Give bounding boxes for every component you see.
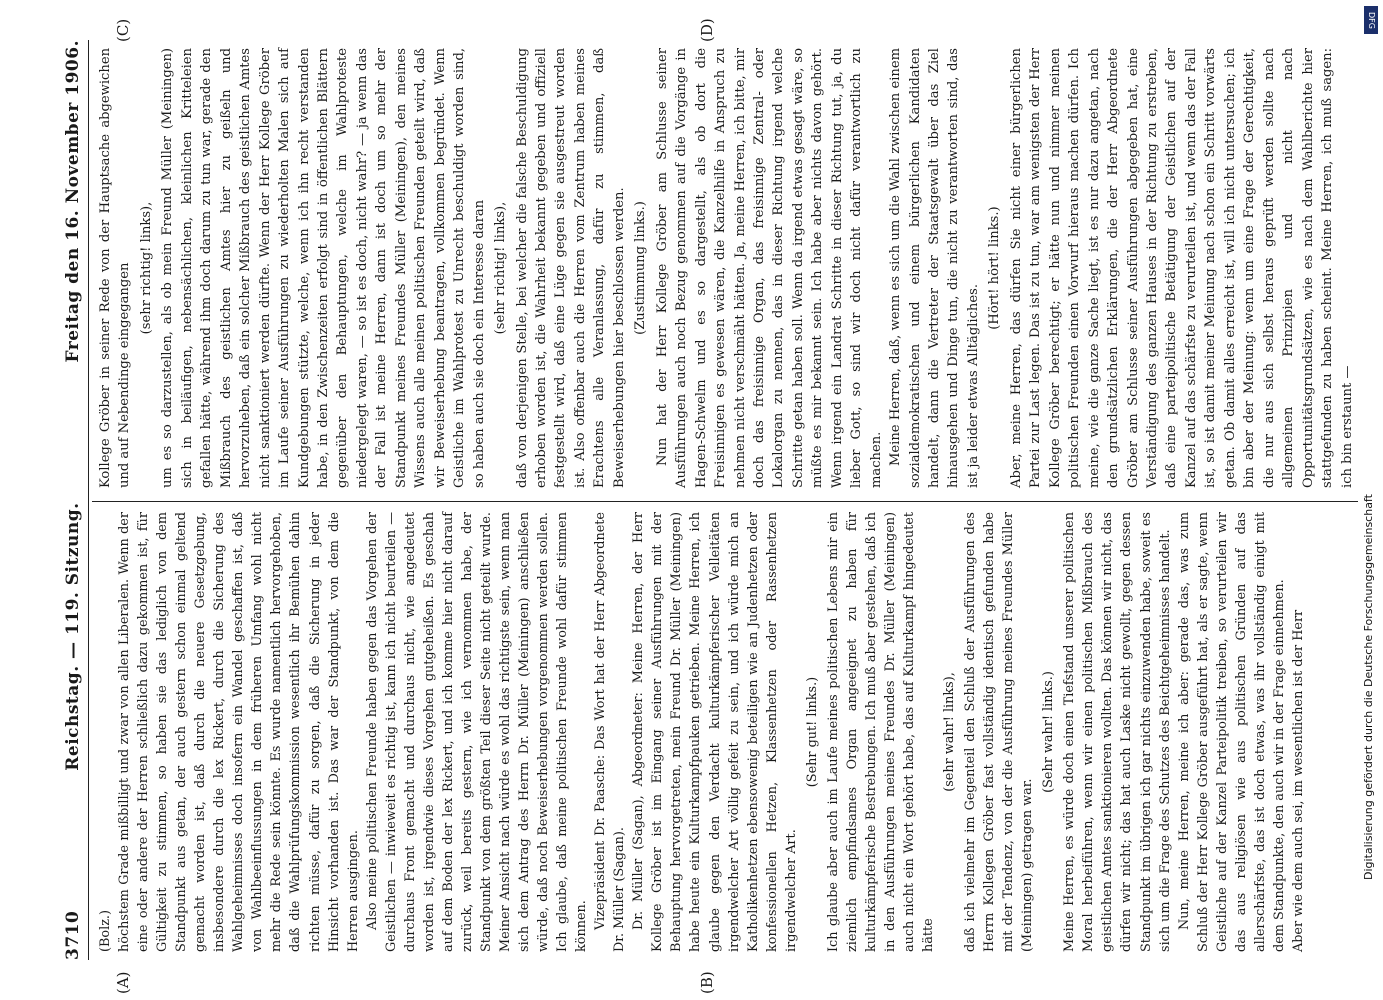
- paragraph: Meine Herren, es würde doch einen Tiefstand unserer politischen Moral herbeiführen, wenn wir einen politischen Mißbrauch des geistlichen Amtes sanktionieren wollten. Das können wir nicht, das dürfen wir nicht; das hat auch Laske nicht gewollt, gegen dessen Standpunkt im übrigen ich gar nichts einzuwenden habe, soweit es sich um die Frage des Schutzes des Beichtgeheimnisses handelt.: [1062, 512, 1173, 952]
- paragraph: (sehr richtig! links),: [138, 201, 154, 335]
- paragraph: Vizepräsident Dr. Paasche: Das Wort hat der Herr Abgeordnete Dr. Müller (Sagan).: [593, 512, 628, 952]
- paragraph: daß ich vielmehr im Gegenteil den Schluß der Ausführungen des Herrn Kollegen Gröber fast vollständig identisch gefunden habe mit der Tendenz, von der die Ausführung meines Freundes Müller (Meiningen) getragen war.: [963, 512, 1036, 952]
- paragraph: Nun, meine Herren, meine ich aber: gerade das, was zum Schluß der Herr Kollege Gröber ausgeführt hat, als er sagte, wenn Geistliche auf der Kanzel Parteipolitik treiben, so verurteilen wir das aus religiösen wie aus politischen Gründen auf das allerschärfste, das ist doch etwas, was ihr vollständig einigt mit dem Standpunkte, den auch wir in der Frage einnehmen.: [1176, 512, 1287, 952]
- right-column: [96, 48, 1357, 488]
- session-title: Reichstag. — 119. Sitzung.: [63, 502, 83, 771]
- paragraph: Aber, meine Herren, das dürfen Sie nicht einer bürgerlichen Partei zur Last legen. Das ist zu tun, war am wenigsten der Herr Kollege Gröber berechtigt; er hätte nun und nimmer meinen politischen Freunden einen Vorwurf hieraus machen dürfen. Ich meine, wie die ganze Sache liegt, ist es nur dazu angetan, nach den grundsätzlichen Erklärungen, die der Herr Abgeordnete Gröber am Schlusse seiner Ausführungen abgegeben hat, eine Verständigung des ganzen Hauses in der Richtung zu erstreben, daß eine parteipolitische Betätigung der Geistlichen auf der Kanzel auf das schärfste zu verurteilen ist, und wenn das der Fall ist, so ist damit meiner Meinung nach schon ein Schritt vorwärts getan. Ob damit alles erreicht ist, will ich nicht untersuchen; ich bin aber der Meinung: wenn um eine Frage der Gerechtigkeit, die nur aus sich selbst heraus geprüft werden sollte nach allgemeinen Prinzipien und nicht nach Opportunitätsgrundsätzen, wie es nach dem Wahlberichte hier stattgefunden zu haben scheint. Meine Herren, ich muß sagen: ich bin erstaunt —: [1008, 48, 1355, 488]
- paragraph: daß von derjenigen Stelle, bei welcher die falsche Beschuldigung erhoben worden ist, die Wahrheit bekannt gegeben und offiziell festgestellt wird, daß eine Lüge gegen sie ausgestreut worden ist. Also offenbar auch die Herren vom Zentrum haben meines Erachtens alle Veranlassung, dafür zu stimmen, daß Beweiserhebungen hier beschlossen werden.: [514, 48, 627, 488]
- page-header: [58, 40, 88, 960]
- paragraph: Nun hat der Herr Kollege Gröber am Schlusse seiner Ausführungen auch noch Bezug genommen auf die Vorgänge in Hagen-Schwelm und es so dargestellt, als ob dort die Freisinnigen es gewesen wären, die Kanzelhilfe in Anspruch zu nehmen nicht verschmäht hätten. Ja, meine Herren, ich bitte, mir doch das freisinnige Organ, das freisinnige Zentral- oder Lokalorgan zu nennen, das in dieser Richtung irgend welche Schritte getan haben soll. Wenn da irgend etwas gesagt wäre, so müßte es mir bekannt sein. Ich habe aber nichts davon gehört. Wenn irgend ein Landrat Schritte in dieser Richtung tut, ja, du lieber Gott, so sind wir doch nicht dafür verantwortlich zu machen.: [654, 48, 884, 488]
- paragraph: Dr. Müller (Sagan), Abgeordneter: Meine Herren, der Herr Kollege Gröber ist im Eingang seiner Ausführungen mit der Behauptung hervorgetreten, mein Freund Dr. Müller (Meiningen) habe heute ein Kulturkampfpauken getrieben. Meine Herren, ich glaube gegen den Verdacht kulturkämpferischer Velleitäten irgendwelcher Art völlig gefeit zu sein, und ich würde mich an Katholikenhetzen ebensowenig beteiligen wie an Judenhetzen oder konfessionellen Hetzen, Klassenhetzen oder Rassenhetzen irgendwelcher Art.: [631, 512, 799, 952]
- paragraph: (sehr richtig! links),: [493, 201, 509, 335]
- paragraph: Aber wie dem auch sei, im wesentlichen ist der Herr: [1290, 609, 1306, 952]
- scanned-page: [48, 0, 1378, 1000]
- paragraph: um es so darzustellen, als ob mein Freund Müller (Meiningen) sich in beiläufigen, nebensächlichen, kleinlichen Kritteleien gefallen hätte, während ihm doch darum zu tun war, gerade den Mißbrauch des geistlichen Amtes hier zu geißeln und hervorzuheben, daß ein solcher Mißbrauch des geistlichen Amtes nicht sanktioniert werden dürfte. Wenn der Herr Kollege Gröber im Laufe seiner Ausführungen zu wiederholten Malen sich auf Kundgebungen stützte, welche, wenn ich ihn recht verstanden habe, in den Zwischenzeiten erfolgt sind in öffentlichen Blättern gegenüber den Behauptungen, welche im Wahlproteste niedergelegt waren, — so ist es doch, nicht wahr? — ja wenn das der Fall ist meine Herren, dann ist doch um so mehr der Standpunkt meines Freundes Müller (Meiningen), den meines Wissens auch alle meinen politischen Freunden geteilt wird, daß wir Beweiserhebung beantragen, vollkommen begründet. Wenn Geistliche im Wahlprotest zu Unrecht beschuldigt worden sind, so haben auch sie doch ein Interesse daran: [160, 48, 487, 488]
- dfg-logo: DFG: [1364, 6, 1378, 34]
- column-divider: [92, 501, 1358, 502]
- paragraph: (Sehr gut! links.): [804, 676, 820, 788]
- paragraph: Ich glaube aber auch im Laufe meines politischen Lebens mir ein ziemlich empfindsames Organ angeeignet zu haben für kulturkämpferische Bestrebungen. Ich muß aber gestehen, daß ich in den Ausführungen meines Freundes Dr. Müller (Meiningen) auch nicht ein Wort gehört habe, das auf Kulturkampf hingedeutet hätte: [825, 512, 937, 952]
- paragraph: Meine Herren, daß, wenn es sich um die Wahl zwischen einem sozialdemokratischen und einem bürgerlichen Kandidaten handelt, dann die Vertreter der Staatsgewalt über das Ziel hinausgehen und Dinge tun, die nicht zu verantworten sind, das ist ja leider etwas Alltägliches.: [888, 48, 981, 488]
- credit-text: Digitalisierung gefördert durch die Deutsche Forschungsgemeinschaft: [1362, 494, 1375, 880]
- paragraph: (sehr wahr! links),: [942, 672, 958, 792]
- paragraph: (Bolz.): [98, 910, 113, 952]
- paragraph: Kollege Gröber in seiner Rede von der Hauptsache abgewichen und auf Nebendinge eingegangen: [98, 48, 133, 488]
- left-column: [96, 512, 1308, 952]
- margin-mark-b: (B): [698, 971, 716, 994]
- margin-mark-c: (C): [114, 18, 132, 42]
- paragraph: (Hört! hört! links.): [987, 206, 1003, 330]
- paragraph: höchstem Grade mißbilligt und zwar von allen Liberalen. Wenn der eine oder andere der Herren schließlich dazu gekommen ist, für Gültigkeit zu stimmen, so haben sie das lediglich von dem Standpunkt aus getan, der auch gestern schon einmal geltend gemacht worden ist, daß durch die neuere Gesetzgebung, insbesondere durch die lex Rickert, durch die Sicherung des Wahlgeheimnisses doch insofern ein Wandel geschaffen ist, daß von Wahlbeeinflussungen in dem früheren Umfang wohl nicht mehr die Rede sein könnte. Es wurde namentlich hervorgehoben, daß die Wahlprüfungskommission wesentlich ihr Bemühen dahin richten müsse, dafür zu sorgen, daß die Sicherung in jeder Hinsicht vorhanden ist. Das war der Standpunkt, von dem die Herren ausgingen.: [117, 512, 361, 952]
- page-number: 3710: [63, 910, 83, 960]
- margin-mark-a: (A): [114, 971, 132, 994]
- header-rule: [88, 40, 89, 960]
- digitization-credit: [1358, 0, 1380, 1000]
- session-date: Freitag den 16. November 1906.: [63, 40, 83, 363]
- margin-mark-d: (D): [698, 18, 716, 42]
- paragraph: Also meine politischen Freunde haben gegen das Vorgehen der Geistlichen — inwieweit es richtig ist, kann ich nicht beurteilen — durchaus Front gemacht und durchaus nicht, wie angedeutet worden ist, irgendwie dieses Vorgehen gutgeheißen. Es geschah auf dem Boden der lex Rickert, und ich komme hier nicht darauf zurück, weil bereits gestern, wie ich vernommen habe, der Standpunkt von dem größten Teil dieser Seite nicht geteilt wurde. Meiner Ansicht nach würde es wohl das richtigste sein, wenn man sich dem Antrag des Herrn Dr. Müller (Meiningen) anschließen würde, daß noch Beweiserhebungen vorgenommen werden sollen. Ich glaube, daß meine politischen Freunde wohl dafür stimmen können.: [364, 512, 590, 952]
- paragraph: (Zustimmung links.): [633, 201, 649, 335]
- paragraph: (Sehr wahr! links.): [1041, 671, 1057, 793]
